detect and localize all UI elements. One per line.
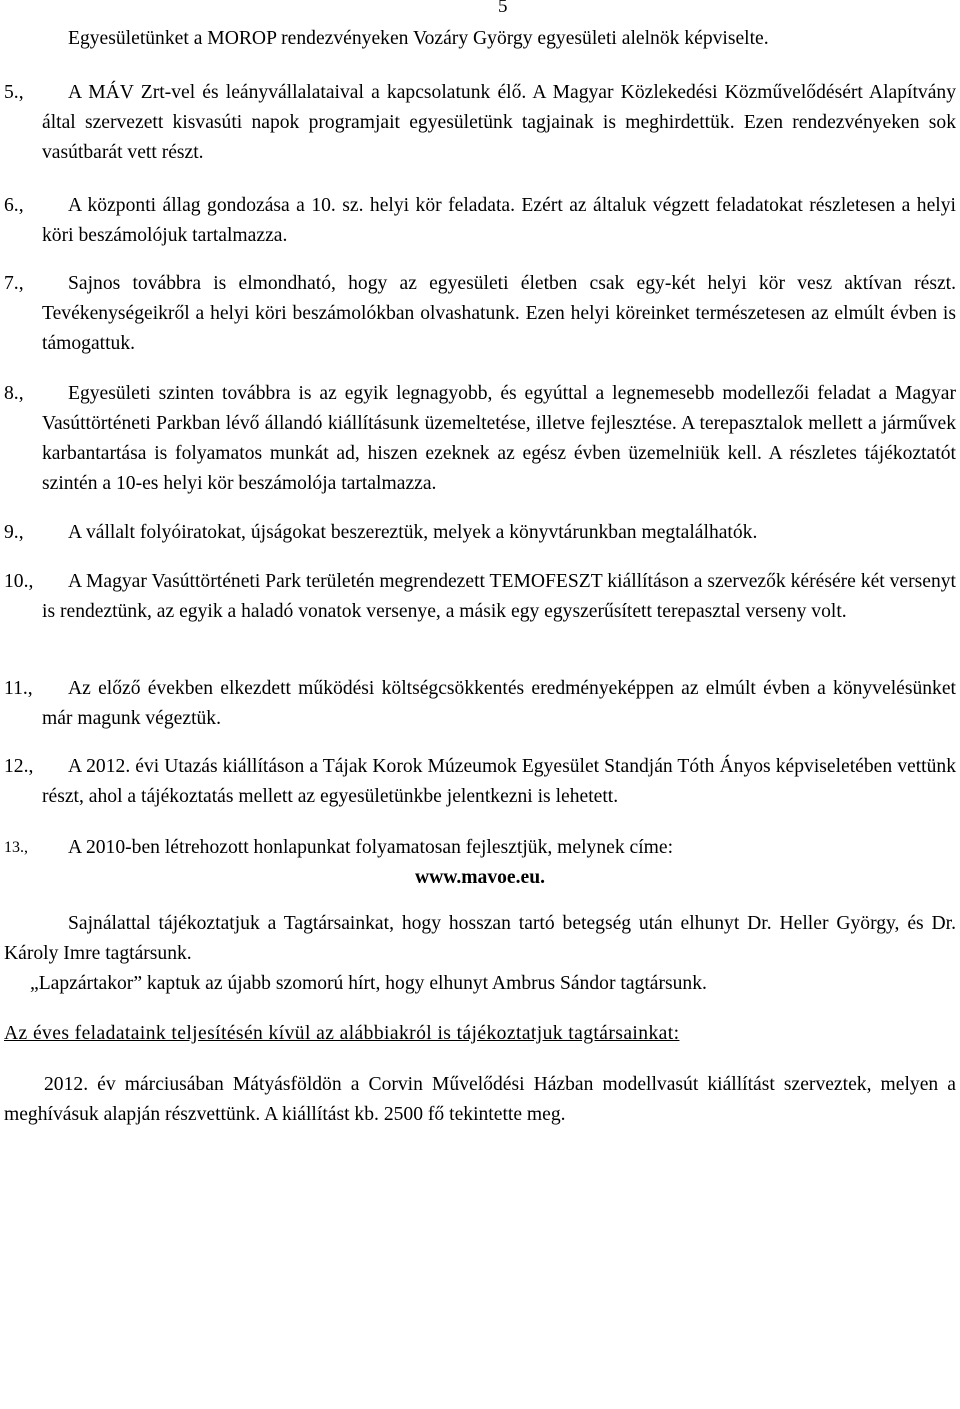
condolence-paragraph-2: „Lapzártakor” kaptuk az újabb szomorú hírt, hogy elhunyt Ambrus Sándor tagtársunk. [30,973,707,994]
item-number: 12., [4,756,34,777]
item-number: 11., [4,678,33,699]
item-number: 8., [4,383,24,404]
item-number: 5., [4,82,24,103]
list-item-13 [4,833,956,863]
item-text: A 2010-ben létrehozott honlapunkat folyamatosan fejlesztjük, melynek címe: [68,837,674,858]
item-text: A Magyar Vasúttörténeti Park területén megrendezett TEMOFESZT kiállításon a szervezők kérésére két versenyt is rendeztünk, az egyik a haladó vonatok versenye, a másik egy egyszerűsített terepasztal verseny volt. [42,571,956,622]
list-item-8 [4,379,956,499]
list-item-9 [4,518,956,548]
closing-paragraph: 2012. év márciusában Mátyásföldön a Corvin Művelődési Házban modellvasút kiállítást szerveztek, melyen a meghívásuk alapján részvettünk. A kiállítást kb. 2500 fő tekintette meg. [4,1074,956,1125]
intro-paragraph: Egyesületünket a MOROP rendezvényeken Vozáry György egyesületi alelnök képviselte. [68,28,769,49]
section-heading: Az éves feladataink teljesítésén kívül az alábbiakról is tájékoztatjuk tagtársainkat: [4,1023,680,1044]
website-link[interactable]: www.mavoe.eu. [414,867,546,888]
list-item-12 [4,752,956,812]
page-number: 5 [498,0,508,17]
item-text: A MÁV Zrt-vel és leányvállalataival a kapcsolatunk élő. A Magyar Közlekedési Közművelődésért Alapítvány által szervezett kisvasúti napok programjait egyesületünk tagjainak is meghirdettük. Ezen rendezvényeken sok vasútbarát vett részt. [42,82,956,163]
document-body [4,0,956,1130]
item-text: Egyesületi szinten továbbra is az egyik legnagyobb, és egyúttal a legnemesebb modellezői feladat a Magyar Vasúttörténeti Parkban lévő állandó kiállításunk üzemeltetése, illetve fejlesztése. A terepasztalok mellett a járművek karbantartása is folyamatos munkát ad, hiszen ezeknek az egész évben üzemelniük kell. A részletes tájékoztatót szintén a 10-es helyi kör beszámolója tartalmazza. [42,383,956,494]
item-number: 6., [4,195,24,216]
item-number: 10., [4,571,34,592]
item-text: A központi állag gondozása a 10. sz. helyi kör feladata. Ezért az általuk végzett feladatokat részletesen a helyi köri beszámolójuk tartalmazza. [42,195,956,246]
list-item-6 [4,191,956,251]
item-text: Sajnos továbbra is elmondható, hogy az egyesületi életben csak egy-két helyi kör vesz aktívan részt. Tevékenységeikről a helyi köri beszámolókban olvashatunk. Ezen helyi köreinket természetesen az elmúlt évben is támogattuk. [42,273,956,354]
list-item-11 [4,674,956,734]
list-item-10 [4,567,956,627]
list-item-7 [4,269,956,359]
item-text: Az előző években elkezdett működési költségcsökkentés eredményeképpen az elmúlt évben a könyvelésünket már magunk végeztük. [42,678,956,729]
item-number: 7., [4,273,24,294]
item-number: 9., [4,522,24,543]
item-text: A 2012. évi Utazás kiállításon a Tájak Korok Múzeumok Egyesület Standján Tóth Ányos képviseletében vettünk részt, ahol a tájékoztatás mellett az egyesületünkbe jelentkezni is lehetett. [42,756,956,807]
condolence-paragraph: Sajnálattal tájékoztatjuk a Tagtársainkat, hogy hosszan tartó betegség után elhunyt Dr. Heller György, és Dr. Károly Imre tagtársunk. [4,913,956,964]
list-item-5 [4,78,956,168]
item-number: 13., [4,839,28,856]
item-text: A vállalt folyóiratokat, újságokat beszereztük, melyek a könyvtárunkban megtalálhatók. [68,522,758,543]
